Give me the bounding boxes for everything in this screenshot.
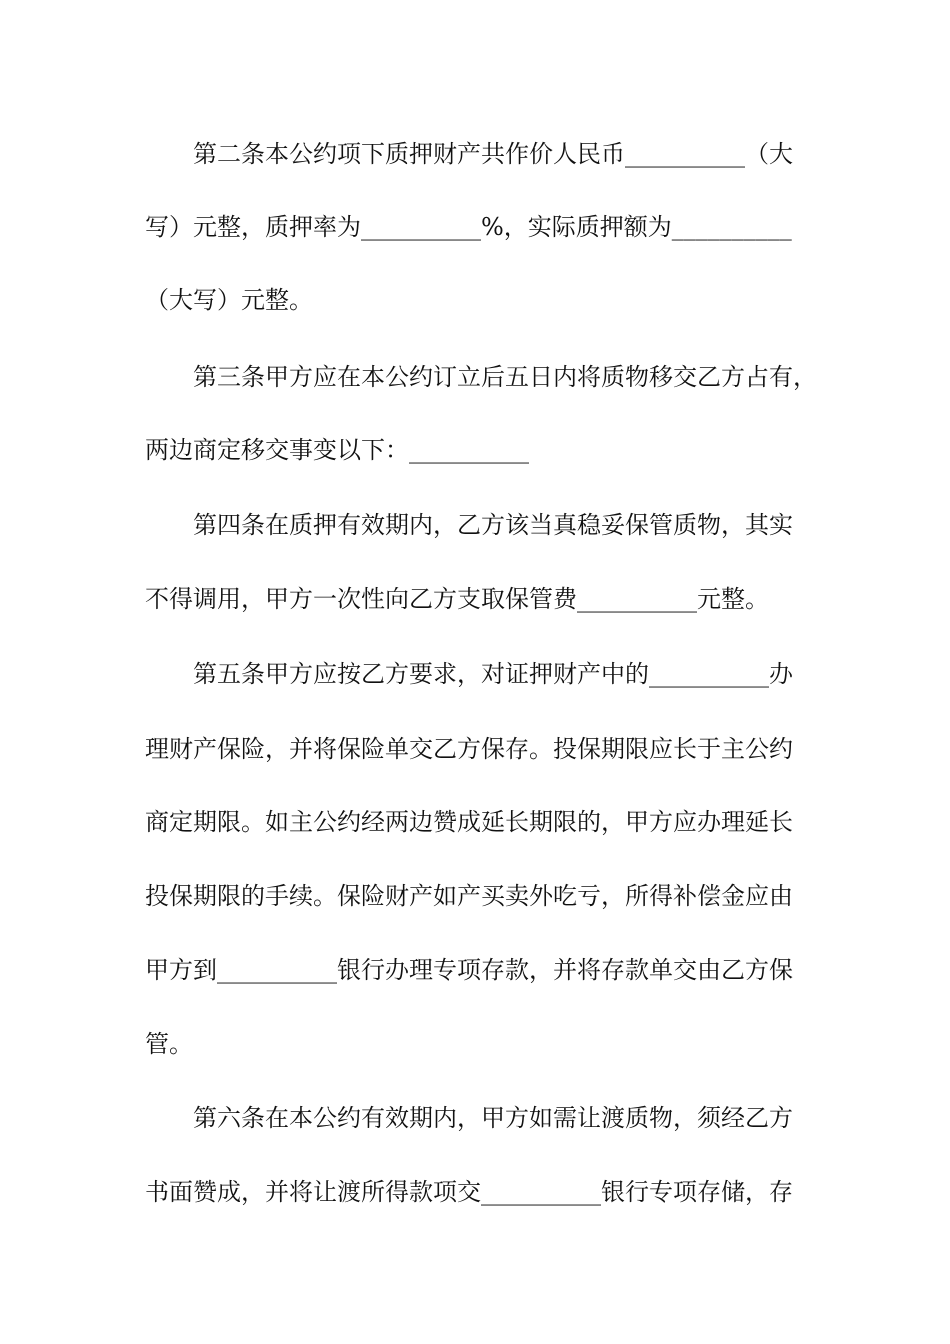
text-line: 理财产保险，并将保险单交乙方保存。投保期限应长于主公约 <box>145 735 793 763</box>
text-line: 第六条在本公约有效期内，甲方如需让渡质物，须经乙方 <box>193 1104 793 1132</box>
text-line: 投保期限的手续。保险财产如产买卖外吃亏，所得补偿金应由 <box>145 882 793 910</box>
text-line: 管。 <box>145 1030 193 1058</box>
text-line: （大写）元整。 <box>145 286 313 314</box>
text-line: 第四条在质押有效期内，乙方该当真稳妥保管质物，其实 <box>193 511 793 539</box>
text-line: 两边商定移交事变以下：__________ <box>145 436 529 464</box>
text-line: 第三条甲方应在本公约订立后五日内将质物移交乙方占有， <box>193 363 817 391</box>
text-line: 不得调用，甲方一次性向乙方支取保管费__________元整。 <box>145 585 769 613</box>
text-line: 第五条甲方应按乙方要求，对证押财产中的__________办 <box>193 660 793 688</box>
text-line: 第二条本公约项下质押财产共作价人民币__________（大 <box>193 140 793 168</box>
text-line: 商定期限。如主公约经两边赞成延长期限的，甲方应办理延长 <box>145 808 793 836</box>
text-line: 书面赞成，并将让渡所得款项交__________银行专项存储，存 <box>145 1178 793 1206</box>
text-line: 甲方到__________银行办理专项存款，并将存款单交由乙方保 <box>145 956 793 984</box>
text-line: 写）元整，质押率为__________%，实际质押额为__________ <box>145 213 792 241</box>
